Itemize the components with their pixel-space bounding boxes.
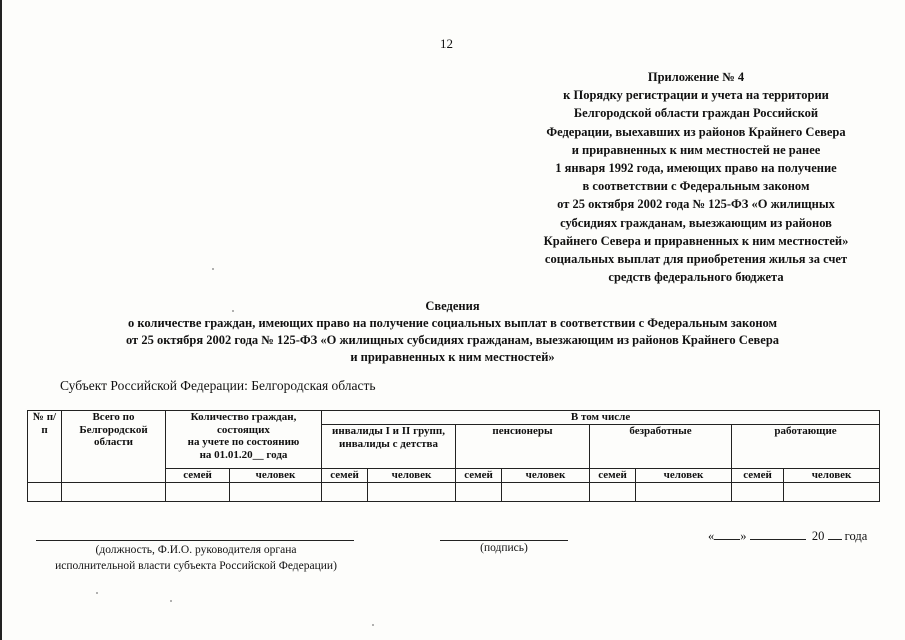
- position-caption-line: (должность, Ф.И.О. руководителя органа: [95, 544, 297, 556]
- table-cell[interactable]: [590, 482, 636, 501]
- title-line: от 25 октября 2002 года № 125-ФЗ «О жилищных субсидиях гражданам, выезжающим из районов Крайнего Севера: [125, 333, 780, 347]
- subject-line: Субъект Российской Федерации: Белгородская область: [60, 378, 376, 393]
- annex-line: Федерации, выехавших из районов Крайнего Севера: [546, 124, 846, 139]
- header-count-line: на учете по состоянию: [187, 436, 300, 448]
- sub-persons: человек: [784, 468, 880, 482]
- month-blank[interactable]: [750, 528, 806, 540]
- date-field: [708, 528, 867, 544]
- annex-line: к Порядку регистрации и учета на территории: [563, 88, 829, 103]
- annex-line: средств федерального бюджета: [608, 270, 784, 285]
- sub-families: семей: [590, 468, 636, 482]
- sub-persons: человек: [502, 468, 590, 482]
- table-cell[interactable]: [230, 482, 322, 501]
- sub-families: семей: [322, 468, 368, 482]
- table-cell[interactable]: [784, 482, 880, 501]
- scan-speck: [212, 268, 214, 270]
- statistics-table: [27, 410, 880, 502]
- sub-families: семей: [166, 468, 230, 482]
- table-cell[interactable]: [322, 482, 368, 501]
- document-title: [0, 298, 905, 366]
- sub-families: семей: [456, 468, 502, 482]
- page-number: 12: [440, 36, 453, 51]
- signature-caption: (подпись): [480, 542, 528, 554]
- position-signature-line: [36, 540, 354, 541]
- scan-speck: [170, 600, 172, 602]
- table-cell[interactable]: [456, 482, 502, 501]
- annex-line: субсидиях гражданам, выезжающим из районов: [560, 215, 832, 230]
- scan-speck: [96, 592, 98, 594]
- header-group-employed: работающие: [732, 425, 880, 468]
- position-caption-line: исполнительной власти субъекта Российской Федерации): [55, 560, 337, 572]
- annex-line: в соответствии с Федеральным законом: [582, 179, 810, 194]
- sub-persons: человек: [230, 468, 322, 482]
- annex-line: и приравненных к ним местностей не ранее: [571, 142, 821, 157]
- annex-line: 1 января 1992 года, имеющих право на получение: [555, 161, 837, 176]
- table-row-empty: [28, 482, 880, 501]
- annex-block: [496, 68, 896, 286]
- date-quote-open: «: [708, 529, 715, 543]
- table-cell[interactable]: [166, 482, 230, 501]
- sub-persons: человек: [636, 468, 732, 482]
- table-cell[interactable]: [732, 482, 784, 501]
- header-count-line: Количество граждан,: [190, 411, 297, 423]
- table-cell[interactable]: [62, 482, 166, 501]
- table-cell[interactable]: [28, 482, 62, 501]
- annex-heading: Приложение № 4: [647, 70, 745, 84]
- position-caption: [36, 542, 356, 574]
- date-suffix: года: [844, 529, 868, 543]
- date-quote-close: »: [740, 529, 747, 543]
- table-cell[interactable]: [502, 482, 590, 501]
- header-count: [166, 411, 322, 469]
- scan-speck: [232, 310, 234, 312]
- title-line: и приравненных к ним местностей»: [350, 350, 555, 364]
- header-count-line: состоящих: [217, 423, 270, 436]
- scan-speck: [372, 624, 374, 626]
- header-group-pensioners: пенсионеры: [456, 425, 590, 468]
- header-count-line: на 01.01.20__ года: [199, 448, 288, 461]
- annex-line: социальных выплат для приобретения жилья за счет: [544, 252, 848, 267]
- table-cell[interactable]: [636, 482, 732, 501]
- header-including: В том числе: [322, 411, 880, 425]
- day-blank[interactable]: [714, 528, 740, 540]
- year-blank[interactable]: [828, 528, 842, 540]
- signature-line: [440, 540, 568, 541]
- title-heading: Сведения: [425, 299, 480, 313]
- annex-line: от 25 октября 2002 года № 125-ФЗ «О жилищных: [557, 197, 835, 212]
- date-year-prefix: 20: [811, 529, 825, 543]
- header-group-disabled: инвалиды I и II групп, инвалиды с детства: [322, 425, 456, 468]
- header-num: № п/п: [28, 411, 62, 483]
- title-line: о количестве граждан, имеющих право на получение социальных выплат в соответствии с Федеральным законом: [127, 316, 778, 330]
- table-cell[interactable]: [368, 482, 456, 501]
- sub-persons: человек: [368, 468, 456, 482]
- annex-line: Крайнего Севера и приравненных к ним местностей»: [543, 233, 849, 248]
- header-total: Всего по Белгородской области: [62, 411, 166, 483]
- sub-families: семей: [732, 468, 784, 482]
- annex-line: Белгородской области граждан Российской: [573, 106, 819, 121]
- header-group-unemployed: безработные: [590, 425, 732, 468]
